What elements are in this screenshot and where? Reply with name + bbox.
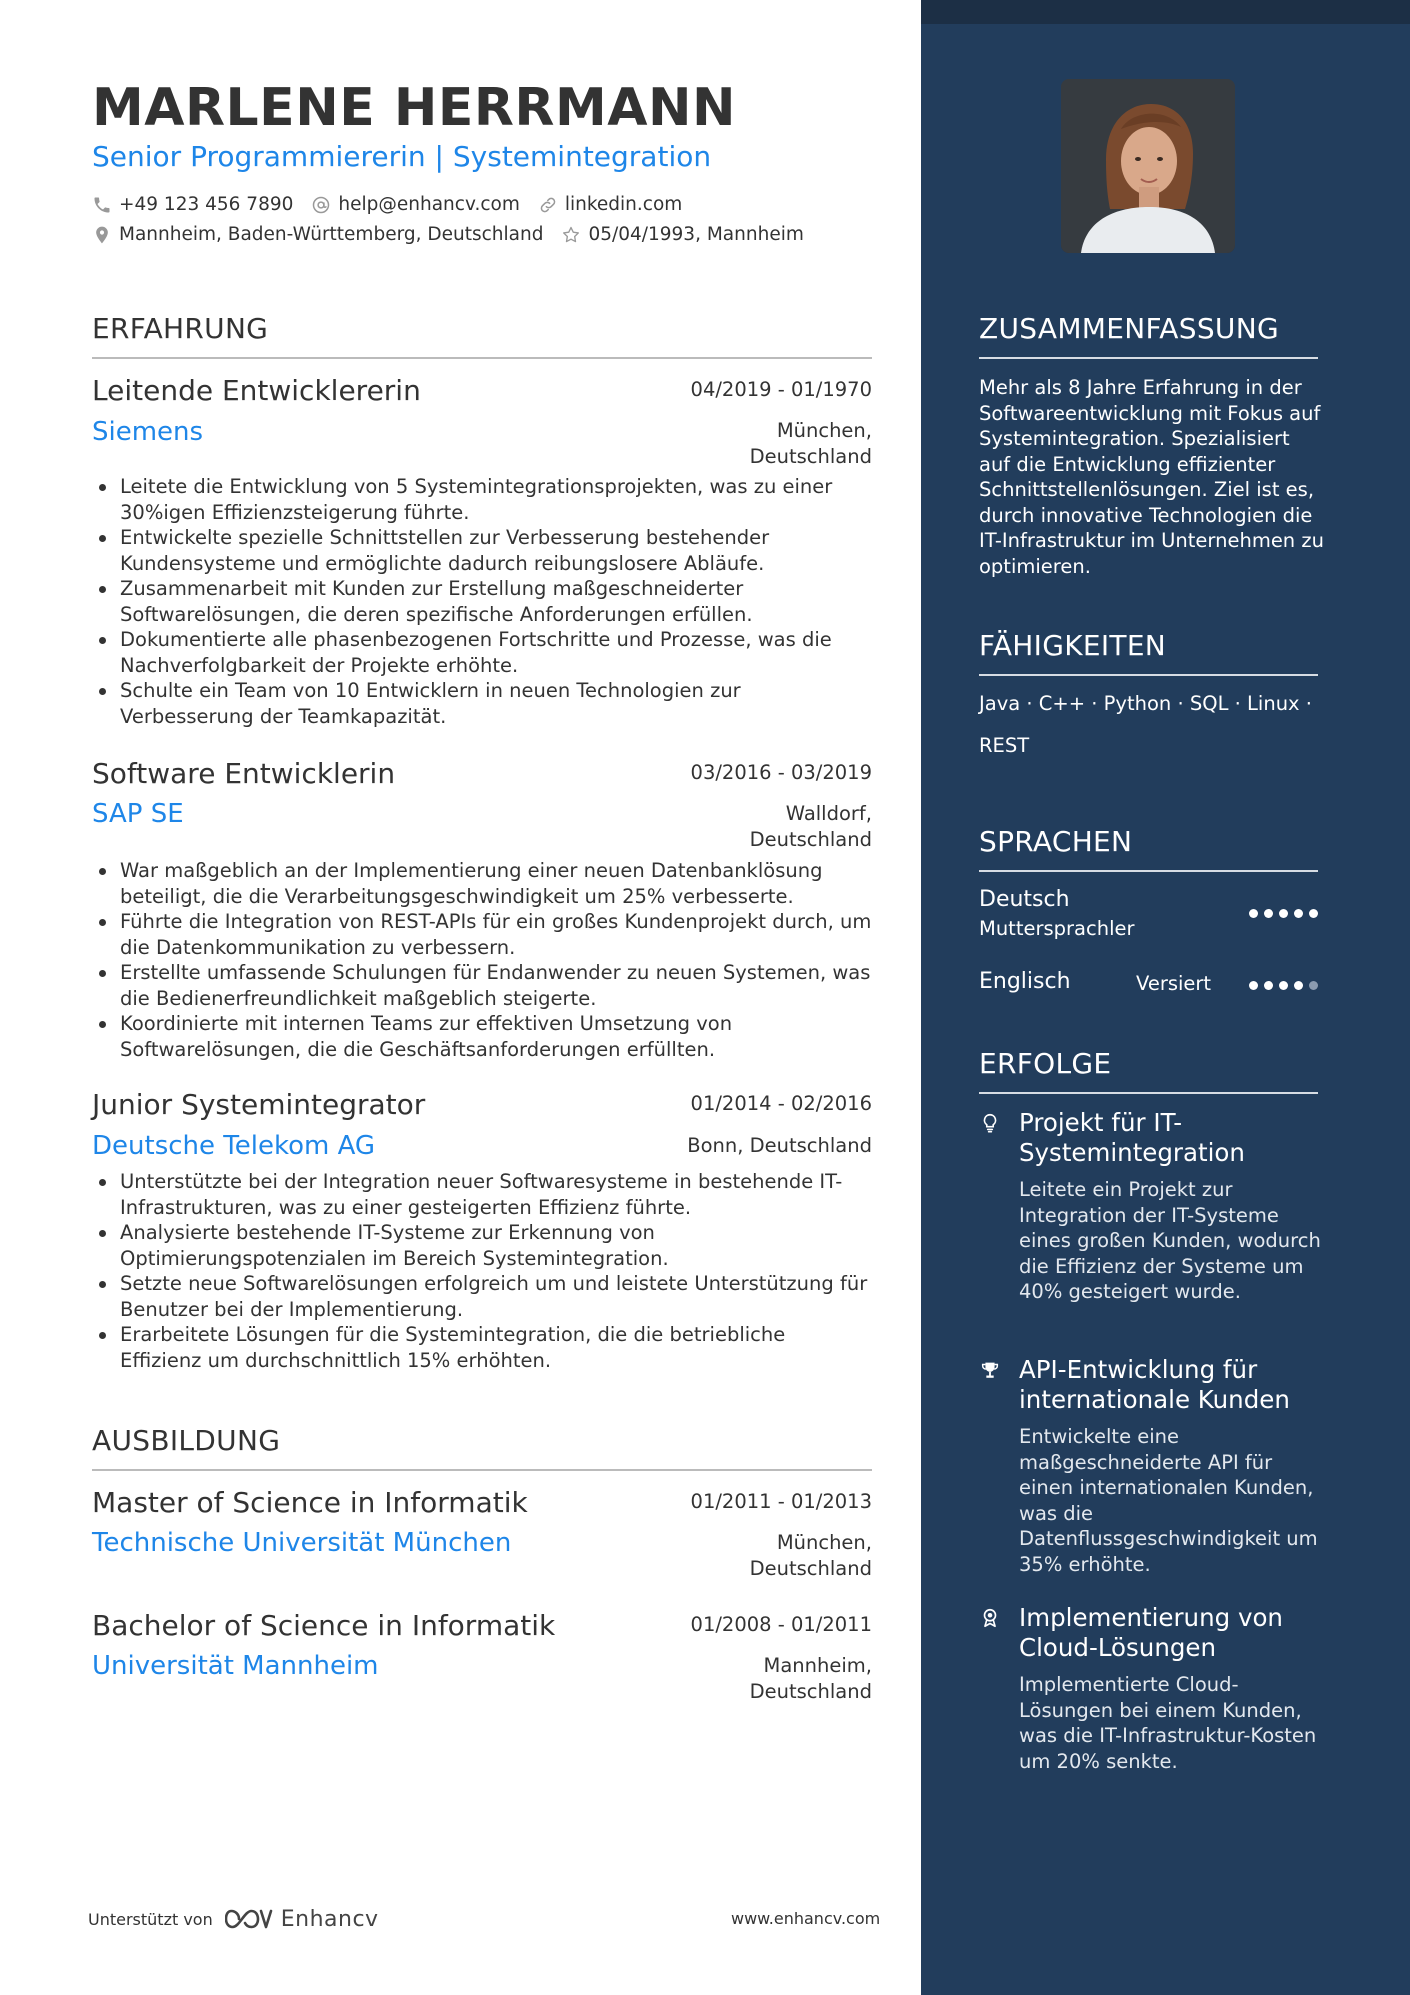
job-company: Deutsche Telekom AG xyxy=(92,1131,376,1161)
language-level: Versiert xyxy=(1136,972,1212,995)
skills-list: Java · C++ · Python · SQL · Linux · REST xyxy=(979,692,1312,757)
job-company: SAP SE xyxy=(92,799,184,829)
sidebar-topbar xyxy=(921,0,1410,24)
job-bullets xyxy=(92,858,872,1062)
experience-heading: ERFAHRUNG xyxy=(92,312,872,359)
language-level: Muttersprachler xyxy=(979,917,1135,940)
list-item: Erarbeitete Lösungen für die Systemintegration, die die betriebliche Effizienz um durchschnittlich 15% erhöhten. xyxy=(92,1322,872,1373)
contact-birth xyxy=(561,224,803,245)
list-item: Analysierte bestehende IT-Systeme zur Erkennung von Optimierungspotenzialen im Bereich Systemintegration. xyxy=(92,1220,872,1271)
phone-text: +49 123 456 7890 xyxy=(119,194,294,215)
contact-email[interactable] xyxy=(311,194,519,215)
language-rating xyxy=(1243,909,1318,918)
list-item: Leitete die Entwicklung von 5 Systemintegrationsprojekten, was zu einer 30%igen Effizienzsteigerung führte. xyxy=(92,474,872,525)
job-bullets xyxy=(92,1169,872,1373)
enhancv-brand[interactable]: Enhancv xyxy=(280,1906,379,1932)
job-dates: 01/2014 - 02/2016 xyxy=(690,1092,872,1115)
job-location: München, Deutschland xyxy=(749,419,872,468)
school: Technische Universität München xyxy=(92,1528,512,1558)
rating-dot xyxy=(1264,981,1273,990)
education-dates: 01/2008 - 01/2011 xyxy=(690,1613,872,1636)
trophy-icon xyxy=(979,1359,1001,1381)
contact-row-1 xyxy=(92,194,700,215)
footer-powered-by xyxy=(88,1906,379,1932)
rating-dot xyxy=(1309,981,1318,990)
summary-text: Mehr als 8 Jahre Erfahrung in der Softwareentwicklung mit Fokus auf Systemintegration. Spezialisiert auf die Entwicklung effizienter Schnittstellenlösungen. Ziel ist es, durch innovative Technologien die IT-Infrastruktur im Unternehmen zu optimieren. xyxy=(979,376,1324,578)
list-item: Dokumentierte alle phasenbezogenen Fortschritte und Prozesse, was die Nachverfolgbarkeit der Projekte erhöhte. xyxy=(92,627,872,678)
contact-linkedin[interactable] xyxy=(538,194,682,215)
contact-location xyxy=(92,224,543,245)
rating-dot xyxy=(1249,981,1258,990)
list-item: Zusammenarbeit mit Kunden zur Erstellung maßgeschneiderter Softwarelösungen, die deren spezifische Anforderungen erfüllen. xyxy=(92,576,872,627)
achievement-title: Implementierung von Cloud-Lösungen xyxy=(1019,1603,1283,1662)
job-location: Walldorf, Deutschland xyxy=(749,802,872,851)
list-item: Unterstützte bei der Integration neuer Softwaresysteme in bestehende IT-Infrastrukturen, was zu einer gesteigerten Effizienz führte. xyxy=(92,1169,872,1220)
school: Universität Mannheim xyxy=(92,1651,379,1681)
list-item: Koordinierte mit internen Teams zur effektiven Umsetzung von Softwarelösungen, die die Geschäftsanforderungen erfüllten. xyxy=(92,1011,872,1062)
profile-photo xyxy=(1061,79,1235,253)
candidate-name: MARLENE HERRMANN xyxy=(92,78,736,138)
rating-dot xyxy=(1249,909,1258,918)
rating-dot xyxy=(1294,909,1303,918)
candidate-title: Senior Programmiererin | Systemintegration xyxy=(92,140,712,173)
location-pin-icon xyxy=(92,225,112,245)
education-heading: AUSBILDUNG xyxy=(92,1424,872,1471)
contact-phone xyxy=(92,194,293,215)
list-item: Setzte neue Softwarelösungen erfolgreich um und leistete Unterstützung für Benutzer bei der Implementierung. xyxy=(92,1271,872,1322)
linkedin-text[interactable]: linkedin.com xyxy=(564,194,683,215)
list-item: Schulte ein Team von 10 Entwicklern in neuen Technologien zur Verbesserung der Teamkapazität. xyxy=(92,678,872,729)
language-name: Englisch xyxy=(979,969,1071,994)
rating-dot xyxy=(1264,909,1273,918)
achievement-title: API-Entwicklung für internationale Kunden xyxy=(1019,1355,1290,1414)
sidebar xyxy=(921,0,1410,1995)
phone-icon xyxy=(92,195,112,215)
achievement-desc: Entwickelte eine maßgeschneiderte API für einen internationalen Kunden, was die Datenflussgeschwindigkeit um 35% erhöhte. xyxy=(1019,1425,1318,1576)
rating-dot xyxy=(1294,981,1303,990)
portrait-image xyxy=(1061,79,1235,253)
job-location: Bonn, Deutschland xyxy=(687,1134,872,1157)
achievement-title: Projekt für IT-Systemintegration xyxy=(1019,1108,1245,1167)
birth-text: 05/04/1993, Mannheim xyxy=(588,224,804,245)
contact-row-2 xyxy=(92,224,822,245)
summary-heading: ZUSAMMENFASSUNG xyxy=(979,312,1318,359)
achievement-desc: Leitete ein Projekt zur Integration der IT-Systeme eines großen Kunden, wodurch die Effizienz der Systeme um 40% gesteigert wurde. xyxy=(1019,1178,1321,1303)
education-location: Mannheim, Deutschland xyxy=(749,1654,872,1703)
job-company: Siemens xyxy=(92,417,204,447)
job-dates: 04/2019 - 01/1970 xyxy=(690,378,872,401)
language-name: Deutsch xyxy=(979,887,1070,912)
job-bullets xyxy=(92,474,872,729)
degree: Master of Science in Informatik xyxy=(92,1486,528,1519)
at-icon xyxy=(311,195,331,215)
footer-url[interactable]: www.enhancv.com xyxy=(731,1909,881,1928)
list-item: Erstellte umfassende Schulungen für Endanwender zu neuen Systemen, was die Bedienerfreundlichkeit maßgeblich steigerte. xyxy=(92,960,872,1011)
star-icon xyxy=(561,225,581,245)
job-dates: 03/2016 - 03/2019 xyxy=(690,761,872,784)
achievements-heading: ERFOLGE xyxy=(979,1047,1318,1094)
location-text: Mannheim, Baden-Württemberg, Deutschland xyxy=(119,224,544,245)
lightbulb-icon xyxy=(979,1112,1001,1134)
rating-dot xyxy=(1279,909,1288,918)
education-dates: 01/2011 - 01/2013 xyxy=(690,1490,872,1513)
rating-dot xyxy=(1279,981,1288,990)
list-item: War maßgeblich an der Implementierung einer neuen Datenbanklösung beteiligt, die die Verarbeitungsgeschwindigkeit um 25% verbesserte. xyxy=(92,858,872,909)
job-role: Leitende Entwicklererin xyxy=(92,374,421,407)
link-icon xyxy=(538,195,558,215)
award-icon xyxy=(979,1607,1001,1629)
education-location: München, Deutschland xyxy=(749,1531,872,1580)
achievement-desc: Implementierte Cloud-Lösungen bei einem Kunden, was die IT-Infrastruktur-Kosten um 20% senkte. xyxy=(1019,1673,1317,1773)
degree: Bachelor of Science in Informatik xyxy=(92,1609,556,1642)
language-rating xyxy=(1243,981,1318,990)
languages-heading: SPRACHEN xyxy=(979,825,1318,872)
rating-dot xyxy=(1309,909,1318,918)
job-role: Junior Systemintegrator xyxy=(92,1088,426,1121)
list-item: Führte die Integration von REST-APIs für ein großes Kundenprojekt durch, um die Datenkommunikation zu verbessern. xyxy=(92,909,872,960)
skills-heading: FÄHIGKEITEN xyxy=(979,629,1318,676)
powered-by-text: Unterstützt von xyxy=(88,1909,213,1929)
enhancv-logo-icon xyxy=(225,1906,273,1932)
email-text[interactable]: help@enhancv.com xyxy=(338,194,520,215)
list-item: Entwickelte spezielle Schnittstellen zur Verbesserung bestehender Kundensysteme und ermöglichte dadurch reibungslosere Abläufe. xyxy=(92,525,872,576)
job-role: Software Entwicklerin xyxy=(92,757,396,790)
